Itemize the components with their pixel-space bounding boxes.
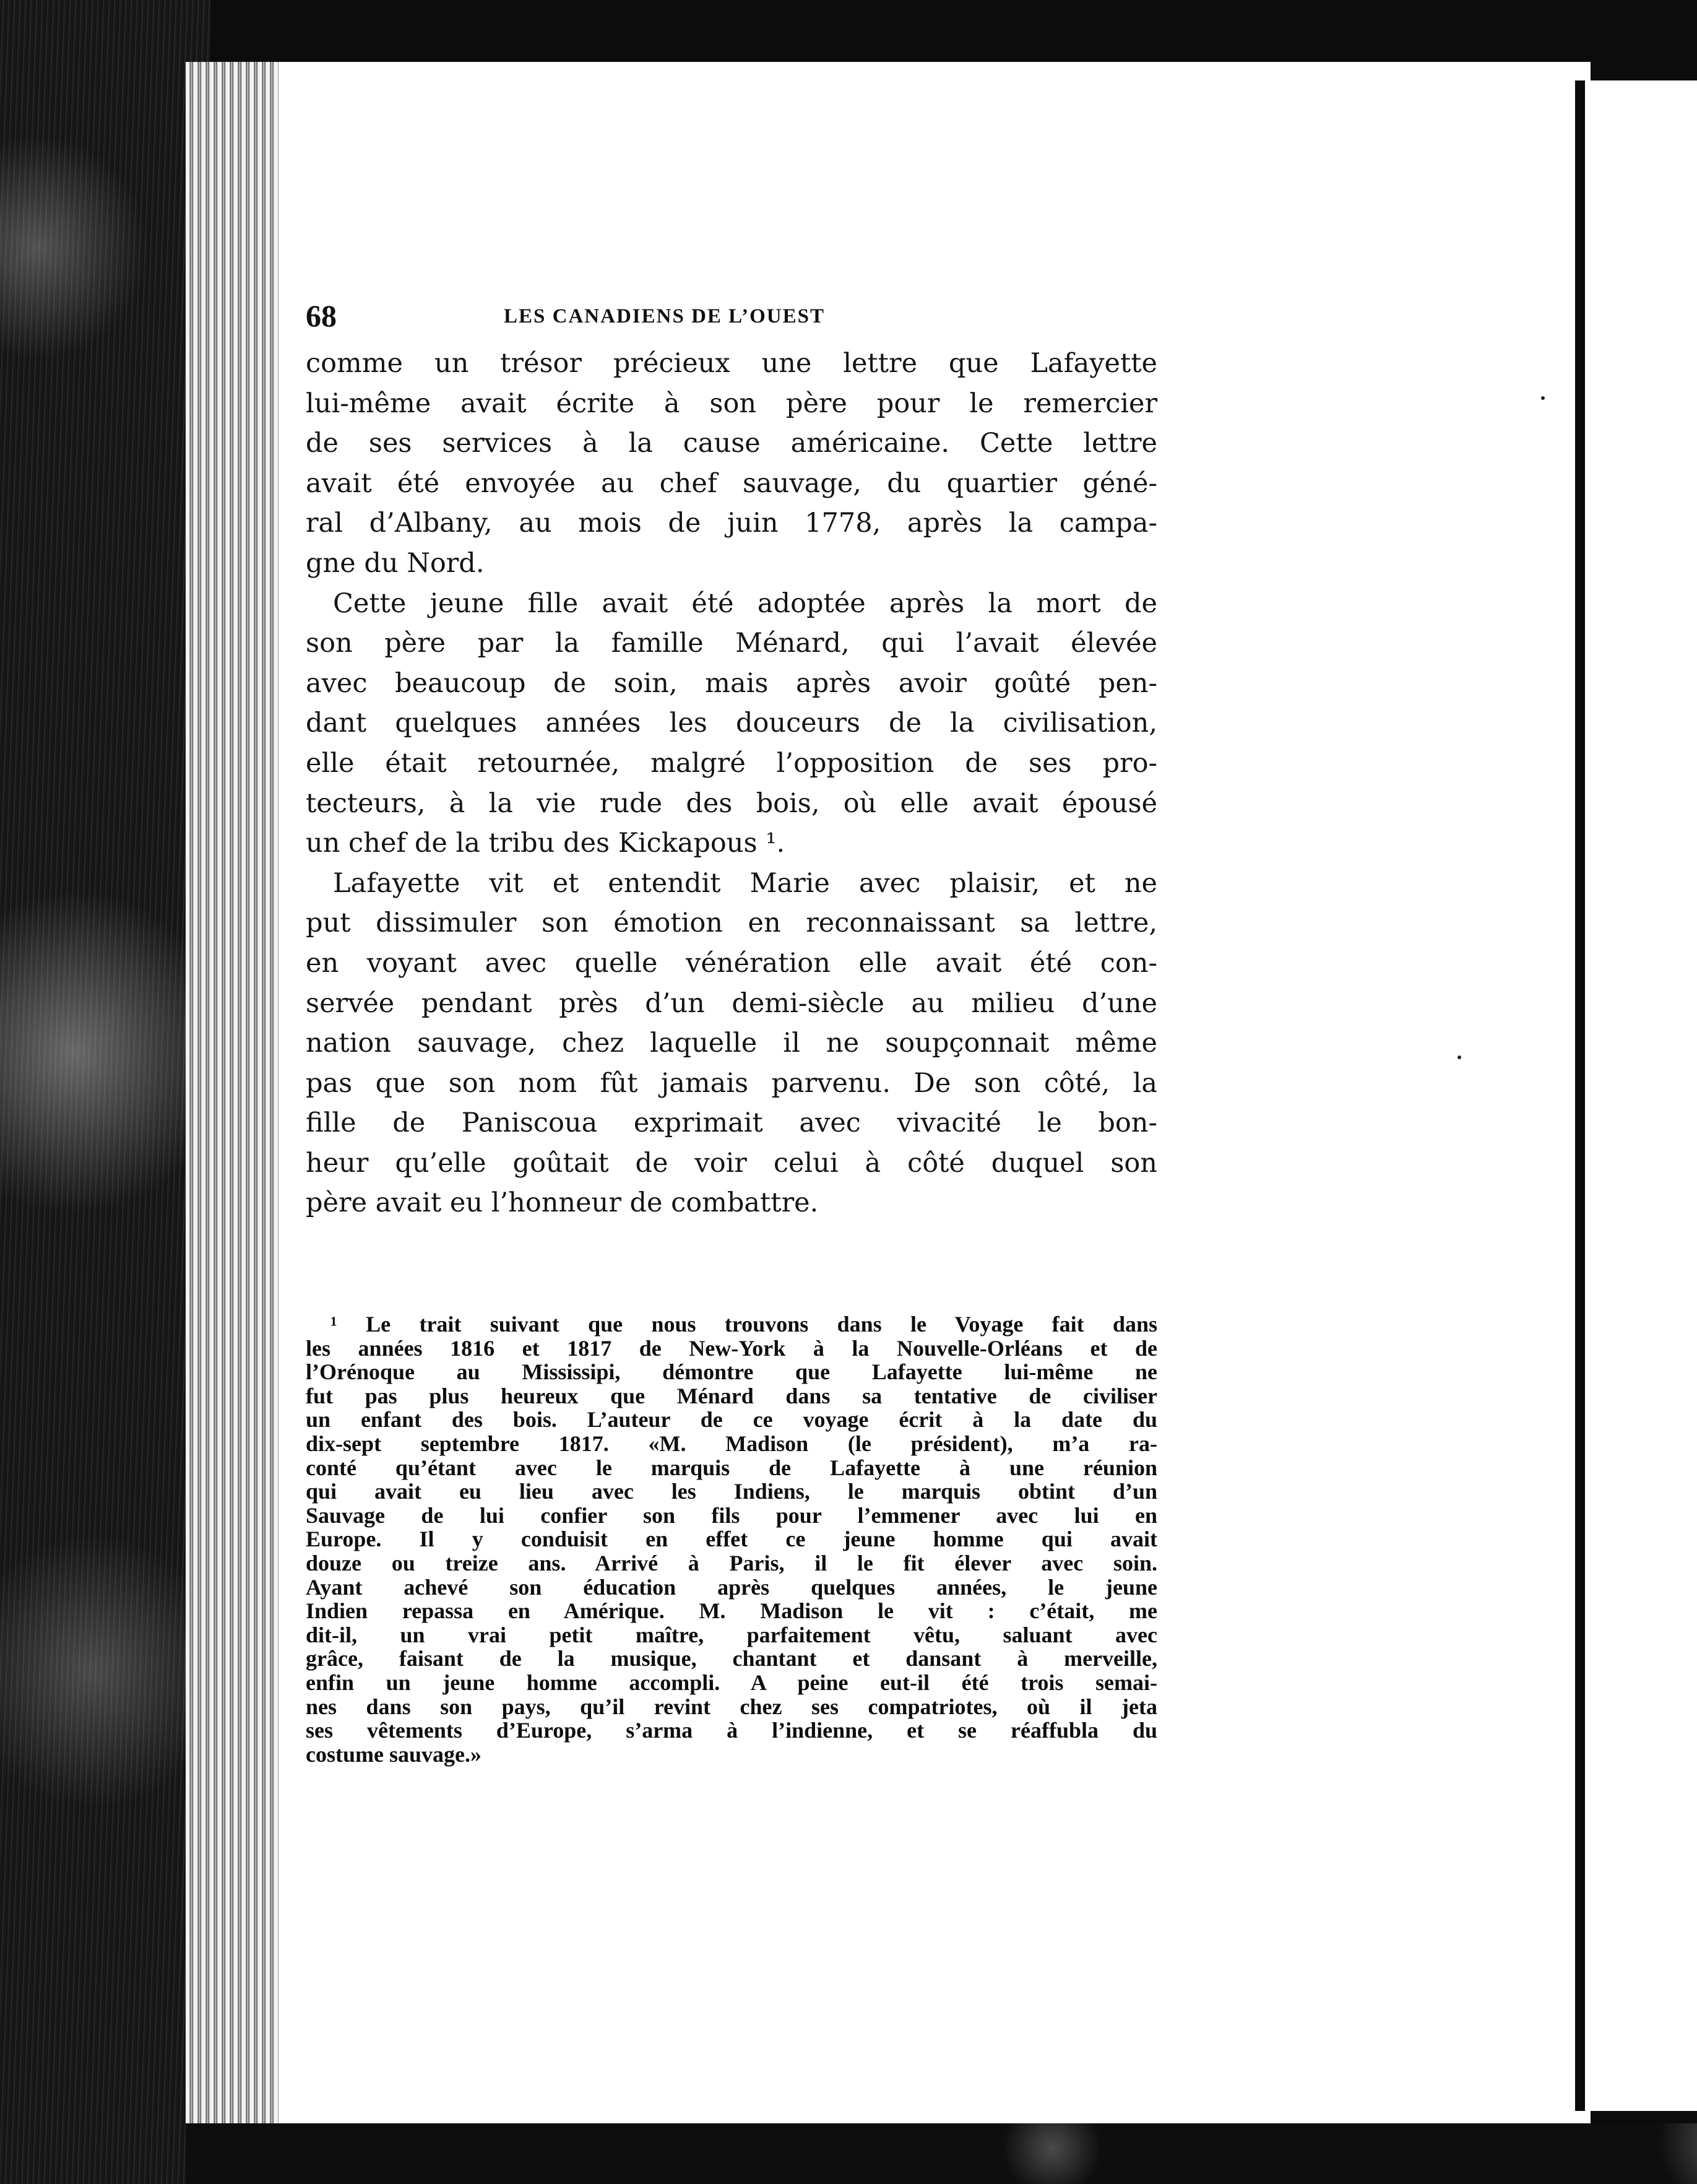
margin-speck: [1457, 1055, 1461, 1059]
footnote-line: costume sauvage.»: [306, 1741, 481, 1767]
body-line: elle était retournée, malgré l’opposition de ses pro-: [306, 747, 1157, 779]
footnote-line: grâce, faisant de la musique, chantant et dansant à merveille,: [306, 1646, 1157, 1671]
body-line: Cette jeune fille avait été adoptée après la mort de: [333, 587, 1157, 619]
footnote-line: l’Orénoque au Mississipi, démontre que Lafayette lui-même ne: [306, 1359, 1157, 1385]
body-line: ral d’Albany, au mois de juin 1778, après la campa-: [306, 508, 1157, 539]
footnote-line: un enfant des bois. L’auteur de ce voyage écrit à la date du: [306, 1407, 1157, 1432]
body-line: en voyant avec quelle vénération elle avait été con-: [306, 947, 1157, 979]
footnote-line: Europe. Il y conduisit en effet ce jeune homme qui avait: [306, 1527, 1157, 1552]
body-line: fille de Paniscoua exprimait avec vivacité le bon-: [306, 1107, 1157, 1139]
facing-page-edge: [1575, 80, 1697, 2111]
body-line: de ses services à la cause américaine. Cette lettre: [306, 428, 1157, 459]
footnote-line: ses vêtements d’Europe, s’arma à l’indienne, et se réaffubla du: [306, 1718, 1157, 1743]
footnote-line: dix-sept septembre 1817. «M. Madison (le président), m’a ra-: [306, 1431, 1157, 1456]
body-text: [306, 344, 1157, 1223]
footnote-line: nes dans son pays, qu’il revint chez ses compatriotes, où il jeta: [306, 1694, 1157, 1719]
footnote: [306, 1312, 1157, 1766]
body-line: servée pendant près d’un demi-siècle au milieu d’une: [306, 987, 1157, 1019]
scanner-background: [0, 0, 210, 2184]
margin-speck: [1541, 396, 1545, 400]
running-header: [306, 294, 1157, 337]
body-line: comme un trésor précieux une lettre que Lafayette: [306, 348, 1157, 379]
running-head-title: LES CANADIENS DE L’OUEST: [504, 305, 826, 327]
footnote-line: Ayant achevé son éducation après quelques années, le jeune: [306, 1574, 1157, 1600]
footnote-line: Indien repassa en Amérique. M. Madison le vit : c’était, me: [306, 1598, 1157, 1624]
body-line: heur qu’elle goûtait de voir celui à côté duquel son: [306, 1147, 1157, 1179]
body-line: lui-même avait écrite à son père pour le remercier: [306, 388, 1157, 419]
footnote-line: les années 1816 et 1817 de New-York à la Nouvelle-Orléans et de: [306, 1335, 1157, 1361]
footnote-line: douze ou treize ans. Arrivé à Paris, il le fit élever avec soin.: [306, 1550, 1157, 1575]
footnote-line: Sauvage de lui confier son fils pour l’emmener avec lui en: [306, 1502, 1157, 1528]
body-line: père avait eu l’honneur de combattre.: [306, 1187, 819, 1219]
body-line: pas que son nom fût jamais parvenu. De son côté, la: [306, 1067, 1157, 1099]
footnote-line: fut pas plus heureux que Ménard dans sa tentative de civiliser: [306, 1383, 1157, 1408]
footnote-line: enfin un jeune homme accompli. A peine eut-il été trois semai-: [306, 1670, 1157, 1695]
page-number: 68: [306, 298, 337, 333]
body-line: nation sauvage, chez laquelle il ne soupçonnait même: [306, 1028, 1157, 1059]
footnote-line: dit-il, un vrai petit maître, parfaitement vêtu, saluant avec: [306, 1622, 1157, 1647]
body-line: son père par la famille Ménard, qui l’avait élevée: [306, 628, 1157, 659]
footnote-line: conté qu’étant avec le marquis de Lafayette à une réunion: [306, 1455, 1157, 1480]
scanner-bottom-edge: [186, 2123, 1697, 2184]
body-line: avait été envoyée au chef sauvage, du quartier géné-: [306, 467, 1157, 499]
footnote-line: qui avait eu lieu avec les Indiens, le marquis obtint d’un: [306, 1479, 1157, 1504]
body-line: un chef de la tribu des Kickapous ¹.: [306, 828, 785, 859]
body-line: put dissimuler son émotion en reconnaissant sa lettre,: [306, 908, 1157, 939]
body-line: Lafayette vit et entendit Marie avec plaisir, et ne: [333, 867, 1157, 899]
body-line: gne du Nord.: [306, 547, 485, 579]
body-line: avec beaucoup de soin, mais après avoir goûté pen-: [306, 667, 1157, 699]
body-line: tecteurs, à la vie rude des bois, où elle avait épousé: [306, 787, 1157, 819]
footnote-line: ¹ Le trait suivant que nous trouvons dans le Voyage fait dans: [330, 1312, 1157, 1337]
body-line: dant quelques années les douceurs de la civilisation,: [306, 708, 1157, 739]
page-edges: [186, 62, 279, 2123]
